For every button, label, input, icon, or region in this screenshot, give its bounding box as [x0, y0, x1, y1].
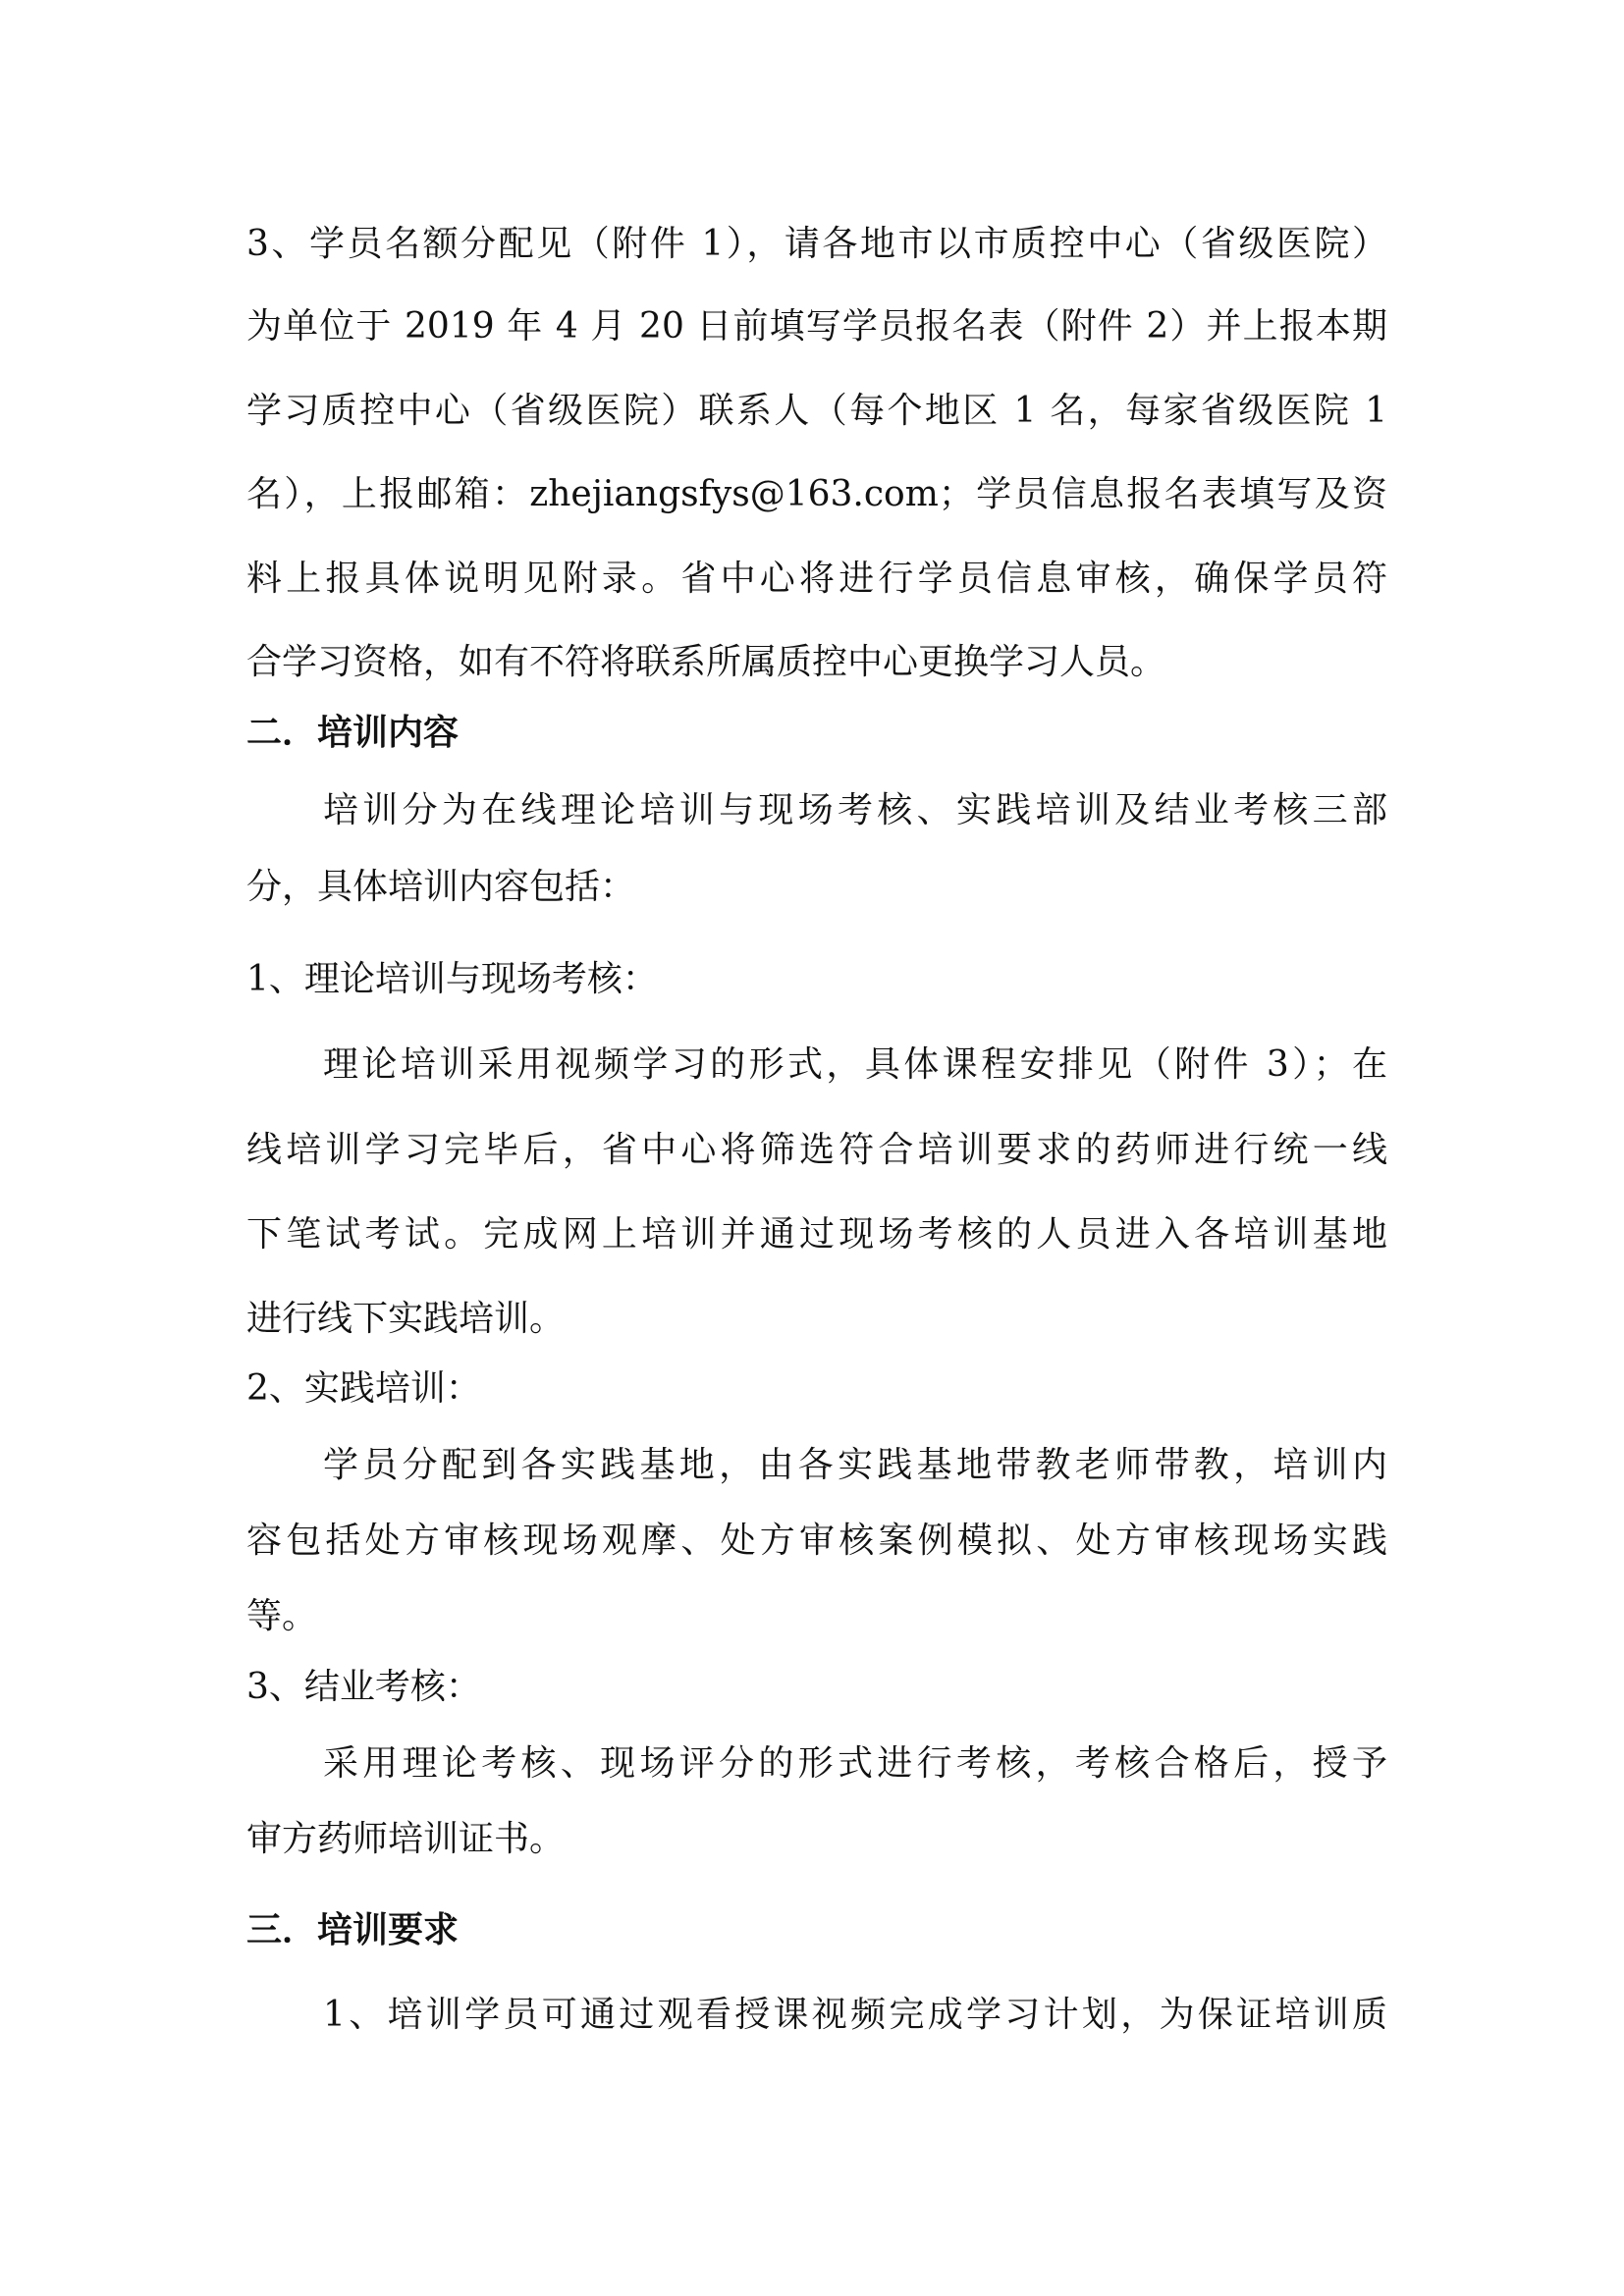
paragraph-line: 采用理论考核、现场评分的形式进行考核，考核合格后，授予 — [323, 1743, 1387, 1784]
paragraph-line: 合学习资格，如有不符将联系所属质控中心更换学习人员。 — [246, 642, 1166, 682]
paragraph-line-with-email: 名），上报邮箱：zhejiangsfys@163.com；学员信息报名表填写及资 — [246, 474, 1387, 514]
paragraph-line: 学习质控中心（省级医院）联系人（每个地区 1 名，每家省级医院 1 — [246, 391, 1387, 431]
paragraph-line: 3、学员名额分配见（附件 1），请各地市以市质控中心（省级医院） — [246, 224, 1387, 264]
paragraph-line: 为单位于 2019 年 4 月 20 日前填写学员报名表（附件 2）并上报本期 — [246, 306, 1387, 347]
paragraph-line: 容包括处方审核现场观摩、处方审核案例模拟、处方审核现场实践 — [246, 1521, 1387, 1561]
section-heading-training-content: 二．培训内容 — [246, 712, 460, 753]
paragraph-line: 等。 — [246, 1596, 318, 1636]
paragraph-line: 学员分配到各实践基地，由各实践基地带教老师带教，培训内 — [323, 1445, 1387, 1485]
paragraph-line: 1、培训学员可通过观看授课视频完成学习计划，为保证培训质 — [323, 1995, 1387, 2035]
paragraph-line: 培训分为在线理论培训与现场考核、实践培训及结业考核三部 — [323, 790, 1387, 830]
paragraph-line: 审方药师培训证书。 — [246, 1819, 566, 1859]
paragraph-line: 下笔试考试。完成网上培训并通过现场考核的人员进入各培训基地 — [246, 1214, 1387, 1255]
section-heading-training-requirements: 三．培训要求 — [246, 1909, 460, 1950]
subsection-heading-final-exam: 3、结业考核： — [246, 1667, 481, 1707]
subsection-heading-theory: 1、理论培训与现场考核： — [246, 959, 658, 999]
paragraph-line: 分，具体培训内容包括： — [246, 867, 636, 907]
subsection-heading-practice: 2、实践培训： — [246, 1368, 481, 1409]
paragraph-line: 线培训学习完毕后，省中心将筛选符合培训要求的药师进行统一线 — [246, 1130, 1387, 1170]
paragraph-line: 进行线下实践培训。 — [246, 1299, 566, 1339]
paragraph-line: 料上报具体说明见附录。省中心将进行学员信息审核，确保学员符 — [246, 559, 1387, 599]
paragraph-line: 理论培训采用视频学习的形式，具体课程安排见（附件 3）；在 — [323, 1044, 1387, 1085]
